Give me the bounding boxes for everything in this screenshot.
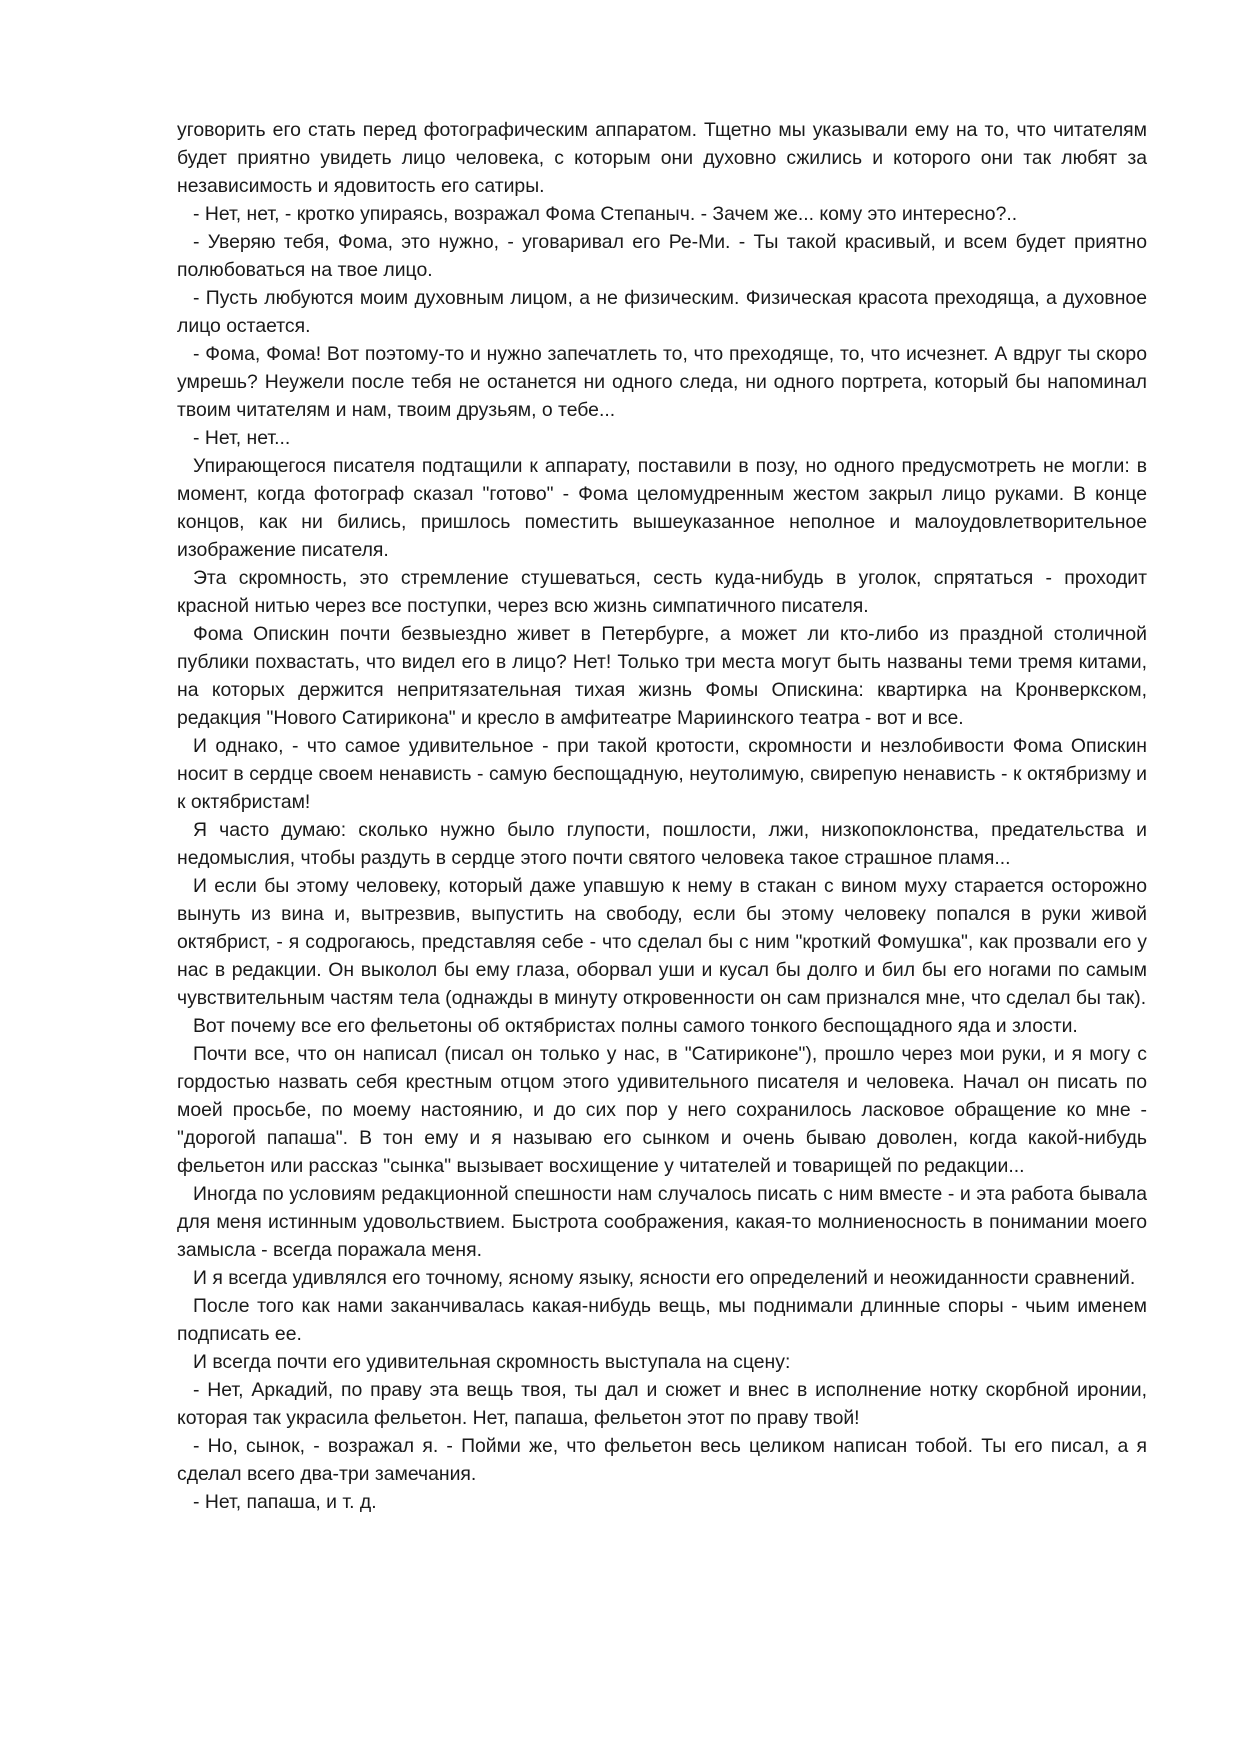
- paragraph: Вот почему все его фельетоны об октябристах полны самого тонкого беспощадного яда и злости.: [193, 1015, 1078, 1037]
- paragraph: - Уверяю тебя, Фома, это нужно, - уговаривал его Ре-Ми. - Ты такой красивый, и всем будет приятно полюбоваться на твое лицо.: [177, 231, 1147, 281]
- paragraph: Я часто думаю: сколько нужно было глупости, пошлости, лжи, низкопоклонства, предательства и недомыслия, чтобы раздуть в сердце этого почти святого человека такое страшное пламя...: [177, 819, 1147, 869]
- paragraph: И если бы этому человеку, который даже упавшую к нему в стакан с вином муху старается осторожно вынуть из вина и, вытрезвив, выпустить на свободу, если бы этому человеку попался в руки живой октябрист, - я содрогаюсь, представляя себе - что сделал бы с ним "кроткий Фомушка", как прозвали его у нас в редакции. Он выколол бы ему глаза, оборвал уши и кусал бы долго и бил бы его ногами по самым чувствительным частям тела (однажды в минуту откровенности он сам признался мне, что сделал бы так).: [177, 875, 1147, 1009]
- paragraph: И однако, - что самое удивительное - при такой кротости, скромности и незлобивости Фома Опискин носит в сердце своем ненависть - самую беспощадную, неутолимую, свирепую ненависть - к октябризму и к октябристам!: [177, 735, 1147, 813]
- paragraph: - Нет, нет, - кротко упираясь, возражал Фома Степаныч. - Зачем же... кому это интересно?..: [193, 203, 1018, 225]
- paragraph: Фома Опискин почти безвыездно живет в Петербурге, а может ли кто-либо из праздной столичной публики похвастать, что видел его в лицо? Нет! Только три места могут быть названы теми тремя китами, на которых держится непритязательная тихая жизнь Фомы Опискина: квартирка на Кронверкском, редакция "Нового Сатирикона" и кресло в амфитеатре Мариинского театра - вот и все.: [177, 623, 1147, 729]
- paragraph: Почти все, что он написал (писал он только у нас, в "Сатириконе"), прошло через мои руки, и я могу с гордостью назвать себя крестным отцом этого удивительного писателя и человека. Начал он писать по моей просьбе, по моему настоянию, и до сих пор у него сохранилось ласковое обращение ко мне - "дорогой папаша". В тон ему и я называю его сынком и очень бываю доволен, когда какой-нибудь фельетон или рассказ "сынка" вызывает восхищение у читателей и товарищей по редакции...: [177, 1043, 1147, 1177]
- paragraph: - Нет, Аркадий, по праву эта вещь твоя, ты дал и сюжет и внес в исполнение нотку скорбной иронии, которая так украсила фельетон. Нет, папаша, фельетон этот по праву твой!: [177, 1379, 1147, 1429]
- paragraph: Эта скромность, это стремление стушеваться, сесть куда-нибудь в уголок, спрятаться - проходит красной нитью через все поступки, через всю жизнь симпатичного писателя.: [177, 567, 1147, 617]
- document-page: [177, 116, 1147, 1516]
- paragraph: Упирающегося писателя подтащили к аппарату, поставили в позу, но одного предусмотреть не могли: в момент, когда фотограф сказал "готово" - Фома целомудренным жестом закрыл лицо руками. В конце концов, как ни бились, пришлось поместить вышеуказанное неполное и малоудовлетворительное изображение писателя.: [177, 455, 1147, 561]
- paragraph: И всегда почти его удивительная скромность выступала на сцену:: [193, 1351, 791, 1373]
- paragraph: - Нет, папаша, и т. д.: [193, 1491, 377, 1513]
- paragraph: - Пусть любуются моим духовным лицом, а не физическим. Физическая красота преходяща, а духовное лицо остается.: [177, 287, 1147, 337]
- paragraph: уговорить его стать перед фотографическим аппаратом. Тщетно мы указывали ему на то, что читателям будет приятно увидеть лицо человека, с которым они духовно сжились и которого они так любят за независимость и ядовитость его сатиры.: [177, 119, 1147, 197]
- paragraph: - Нет, нет...: [193, 427, 291, 449]
- paragraph: После того как нами заканчивалась какая-нибудь вещь, мы поднимали длинные споры - чьим именем подписать ее.: [177, 1295, 1147, 1345]
- paragraph: И я всегда удивлялся его точному, ясному языку, ясности его определений и неожиданности сравнений.: [193, 1267, 1136, 1289]
- paragraph: Иногда по условиям редакционной спешности нам случалось писать с ним вместе - и эта работа бывала для меня истинным удовольствием. Быстрота соображения, какая-то молниеносность в понимании моего замысла - всегда поражала меня.: [177, 1183, 1147, 1261]
- paragraph: - Фома, Фома! Вот поэтому-то и нужно запечатлеть то, что преходяще, то, что исчезнет. А вдруг ты скоро умрешь? Неужели после тебя не останется ни одного следа, ни одного портрета, который бы напоминал твоим читателям и нам, твоим друзьям, о тебе...: [177, 343, 1147, 421]
- paragraph: - Но, сынок, - возражал я. - Пойми же, что фельетон весь целиком написан тобой. Ты его писал, а я сделал всего два-три замечания.: [177, 1435, 1147, 1485]
